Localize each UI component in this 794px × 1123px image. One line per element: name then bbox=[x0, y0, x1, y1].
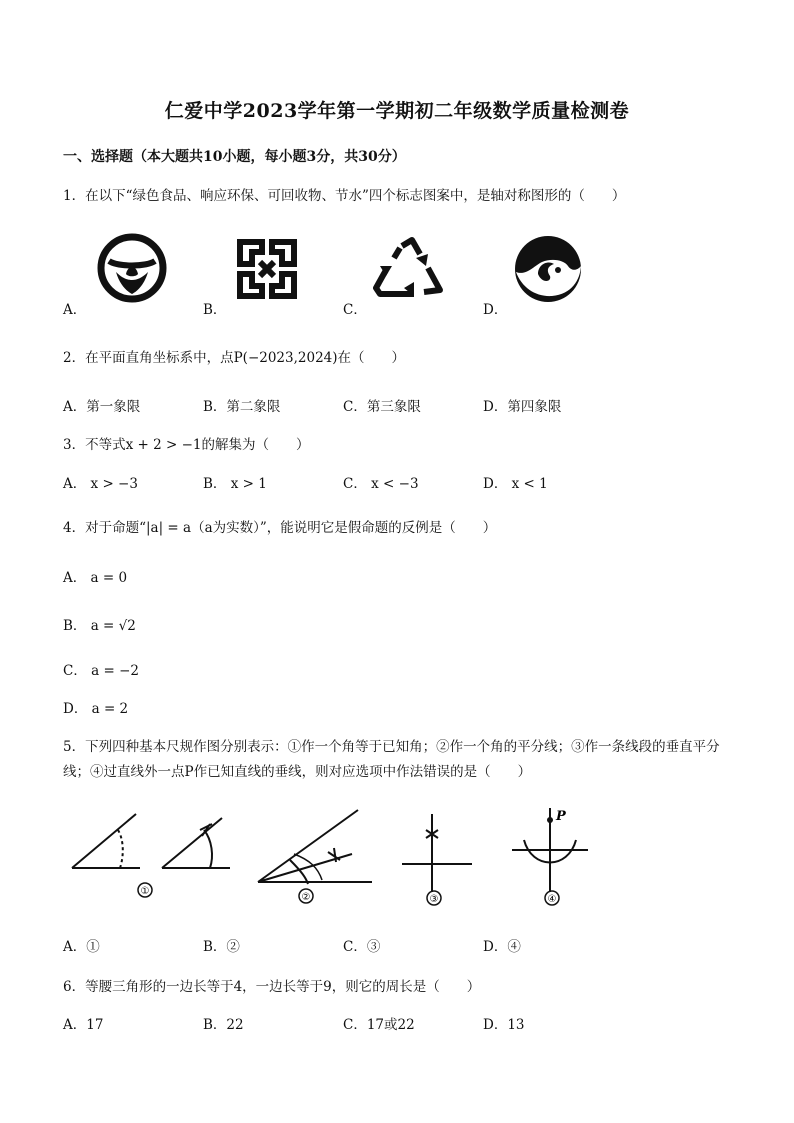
page-title: 仁爱中学2023学年第一学期初二年级数学质量检测卷 bbox=[164, 100, 630, 122]
q6-option-d: D．13 bbox=[483, 1017, 525, 1033]
q1-option-b: B． bbox=[203, 302, 227, 318]
q6-option-a: A．17 bbox=[63, 1017, 104, 1033]
question-6-stem: 6．等腰三角形的一边长等于4，一边长等于9，则它的周长是（ ） bbox=[63, 979, 481, 995]
question-5-stem-line1: 5．下列四种基本尺规作图分别表示：①作一个角等于已知角；②作一个角的平分线；③作一条线段的垂直平分 bbox=[63, 739, 720, 755]
q1-option-c: C． bbox=[343, 302, 367, 318]
question-4-stem: 4．对于命题“|a| = a（a为实数）”，能说明它是假命题的反例是（ ） bbox=[63, 520, 497, 536]
q4-option-b: B． a = √2 bbox=[63, 618, 136, 634]
q3-option-a: A． x > −3 bbox=[63, 476, 138, 492]
question-3-stem: 3．不等式x + 2 > −1的解集为（ ） bbox=[63, 437, 310, 453]
q3-option-d: D． x < 1 bbox=[483, 476, 548, 492]
water-saving-logo bbox=[512, 234, 584, 304]
section-heading: 一、选择题（本大题共10小题，每小题3分，共30分） bbox=[63, 149, 406, 165]
question-5-stem-line2: 线；④过直线外一点P作已知直线的垂线，则对应选项中作法错误的是（ ） bbox=[63, 764, 532, 780]
fig-label-2: ② bbox=[301, 892, 311, 903]
question-2-stem: 2．在平面直角坐标系中，点P(−2023,2024)在（ ） bbox=[63, 350, 406, 366]
fig-label-4: ④ bbox=[547, 894, 557, 905]
point-p-label: P bbox=[556, 809, 566, 824]
q4-option-d: D． a = 2 bbox=[63, 701, 129, 717]
fig-label-1: ① bbox=[140, 886, 150, 897]
q5-option-d: D．④ bbox=[483, 939, 521, 955]
q2-option-a: A．第一象限 bbox=[63, 399, 141, 415]
q6-option-c: C．17或22 bbox=[343, 1017, 415, 1033]
fig-label-3: ③ bbox=[429, 894, 439, 905]
q2-option-b: B．第二象限 bbox=[203, 399, 281, 415]
q3-option-b: B． x > 1 bbox=[203, 476, 267, 492]
ruler-compass-figures bbox=[62, 800, 602, 910]
q5-option-a: A．① bbox=[63, 939, 100, 955]
recycle-logo bbox=[370, 234, 448, 302]
green-food-logo bbox=[92, 228, 172, 308]
q1-option-d: D． bbox=[483, 302, 508, 318]
q4-option-a: A． a = 0 bbox=[63, 570, 128, 586]
q3-option-c: C． x < −3 bbox=[343, 476, 419, 492]
question-1-stem: 1．在以下“绿色食品、响应环保、可回收物、节水”四个标志图案中，是轴对称图形的（ ） bbox=[63, 188, 626, 204]
q2-option-c: C．第三象限 bbox=[343, 399, 421, 415]
q6-option-b: B．22 bbox=[203, 1017, 244, 1033]
eco-logo bbox=[236, 238, 298, 300]
q1-option-a: A． bbox=[63, 302, 87, 318]
q4-option-c: C． a = −2 bbox=[63, 663, 139, 679]
q5-option-b: B．② bbox=[203, 939, 240, 955]
q5-option-c: C．③ bbox=[343, 939, 381, 955]
q2-option-d: D．第四象限 bbox=[483, 399, 562, 415]
